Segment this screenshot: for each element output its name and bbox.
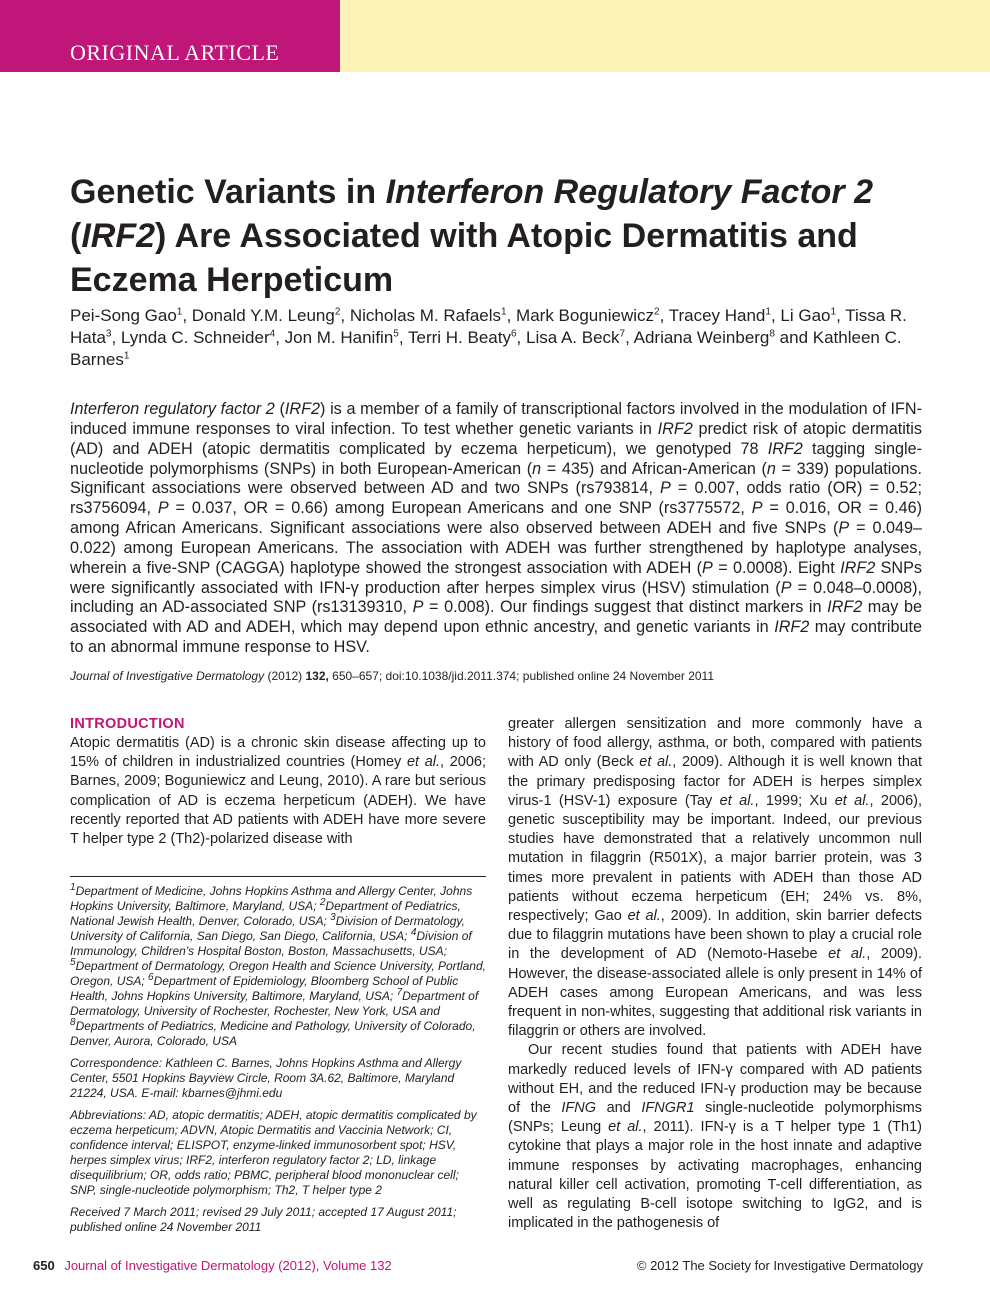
footnote-divider [70,876,486,877]
intro-paragraph-1: Atopic dermatitis (AD) is a chronic skin disease affecting up to 15% of children in industrialized countries (Homey et al., 2006; Barnes, 2009; Boguniewicz and Leung, 2010). A rare but serious complication of AD is eczema herpeticum (ADEH). We have recently reported that AD patients with ADEH have more severe T helper type 2 (Th2)-polarized disease with [70,735,486,848]
intro-paragraph-3: Our recent studies found that patients with ADEH have markedly reduced levels of IFN-γ compared with AD patients without EH, and the reduced IFN-γ production may be because of the IFNG and IFNGR1 single-nucleotide polymorphisms (SNPs; Leung et al., 2011). IFN-γ is a T helper type 1 (Th1) cytokine that plays a major role in the host innate and adaptive immune responses by activating macrophages, enhancing natural killer cell activation, promoting T-cell differentiation, as well as regulating B-cell isotope switching to IgG2, and is implicated in the pathogenesis of [508,1042,922,1232]
citation-line: Journal of Investigative Dermatology (2012) 132, 650–657; doi:10.1038/jid.2011.374; published online 24 November 2011 [70,669,715,683]
footer-copyright: © 2012 The Society for Investigative Dermatology [636,1258,923,1273]
affiliations-note: $^1$Department of Medicine, Johns Hopkins Asthma and Allergy Center, Johns Hopkins University, Baltimore, Maryland, USA; $^2$Department of Pediatrics, National Jewish Health, Denver, Colorado, USA; $^3$Division of Dermatology, University of California, San Diego, San Diego, California, USA; $^4$Division of Immunology, Children's Hospital Boston, Boston, Massachusetts, USA; $^5$Department of Dermatology, Oregon Health and Science University, Portland, Oregon, USA; $^6$Department of Epidemiology, Bloomberg School of Public Health, Johns Hopkins University, Baltimore, Maryland, USA; $^7$Department of Dermatology, University of Rochester, Rochester, New York, USA and $^8$Departments of Pediatrics, Medicine and Pathology, University of Colorado, Denver, Aurora, Colorado, USA [70,882,486,1048]
correspondence-note: Correspondence: Kathleen C. Barnes, Johns Hopkins Asthma and Allergy Center, 5501 Hopkins Bayview Circle, Room 3A.62, Baltimore, Maryland 21224, USA. E-mail: kbarnes@jhmi.edu [70,1056,462,1100]
abbreviations-note: Abbreviations: AD, atopic dermatitis; ADEH, atopic dermatitis complicated by eczema herpeticum; ADVN, Atopic Dermatitis and Vaccinia Network; CI, confidence interval; ELISPOT, enzyme-linked immunosorbent spot; HSV, herpes simplex virus; IRF2, interferon regulatory factor 2; LD, linkage disequilibrium; OR, odds ratio; PBMC, peripheral blood mononuclear cell; SNP, single-nucleotide polymorphism; Th2, T helper type 2 [70,1108,477,1197]
page-number: 650 [33,1258,55,1273]
section-heading-introduction: INTRODUCTION [70,716,185,732]
page-footer [33,1258,923,1278]
received-note: Received 7 March 2011; revised 29 July 2011; accepted 17 August 2011; published online 24 November 2011 [70,1205,457,1234]
footnotes [70,884,486,1242]
footer-journal: Journal of Investigative Dermatology (2012), Volume 132 [64,1258,392,1273]
header-band-yellow [340,0,990,72]
intro-paragraph-2: greater allergen sensitization and more commonly have a history of food allergy, asthma, or both, compared with patients with AD only (Beck et al., 2009). Although it is well known that the primary predisposing factor for ADEH is herpes simplex virus-1 (HSV-1) exposure (Tay et al., 1999; Xu et al., 2006), genetic susceptibility may be important. Indeed, our previous studies have demonstrated that a relatively uncommon null mutation in filaggrin (R501X), a major barrier protein, was 3 times more prevalent in patients with ADEH than those AD patients without eczema herpeticum (EH; 24% vs. 8%, respectively; Gao et al., 2009). In addition, skin barrier defects due to filaggrin mutations have been shown to play a crucial role in the development of AD (Nemoto-Hasebe et al., 2009). However, the disease-associated allele is only present in 14% of ADEH cases among European Americans, and was less frequent in non-whites, suggesting that additional risk variants in filaggrin or others are involved. [508,716,923,1040]
author-list: Pei-Song Gao$^1$, Donald Y.M. Leung$^2$, Nicholas M. Rafaels$^1$, Mark Boguniewicz$^2$, Tracey Hand$^1$, Li Gao$^1$, Tissa R. Hata$^3$, Lynda C. Schneider$^4$, Jon M. Hanifin$^5$, Terri H. Beaty$^6$, Lisa A. Beck$^7$, Adriana Weinberg$^8$ and Kathleen C. Barnes$^1$ [70,306,907,369]
article-type-label: ORIGINAL ARTICLE [70,40,280,65]
left-column [70,715,486,849]
header-band [0,0,990,72]
right-column [508,715,922,1233]
article-title: Genetic Variants in Interferon Regulatory Factor 2 (IRF2) Are Associated with Atopic Dermatitis and Eczema Herpeticum [70,173,873,299]
abstract: Interferon regulatory factor 2 (IRF2) is a member of a family of transcriptional factors involved in the modulation of IFN-induced immune responses to viral infection. To test whether genetic variants in IRF2 predict risk of atopic dermatitis (AD) and ADEH (atopic dermatitis complicated by eczema herpeticum), we genotyped 78 IRF2 tagging single-nucleotide polymorphisms (SNPs) in both European-American (n = 435) and African-American (n = 339) populations. Significant associations were observed between AD and two SNPs (rs793814, P = 0.007, odds ratio (OR) = 0.52; rs3756094, P = 0.037, OR = 0.66) among European Americans and one SNP (rs3775572, P = 0.016, OR = 0.46) among African Americans. Significant associations were also observed between ADEH and five SNPs (P = 0.049–0.022) among European Americans. The association with ADEH was further strengthened by haplotype analyses, wherein a five-SNP (CAGGA) haplotype showed the strongest association with ADEH (P = 0.0008). Eight IRF2 SNPs were significantly associated with IFN-γ production after herpes simplex virus (HSV) stimulation (P = 0.048–0.0008), including an AD-associated SNP (rs13139310, P = 0.008). Our findings suggest that distinct markers in IRF2 may be associated with AD and ADEH, which may depend upon ethnic ancestry, and genetic variants in IRF2 may contribute to an abnormal immune response to HSV. [70,400,923,657]
